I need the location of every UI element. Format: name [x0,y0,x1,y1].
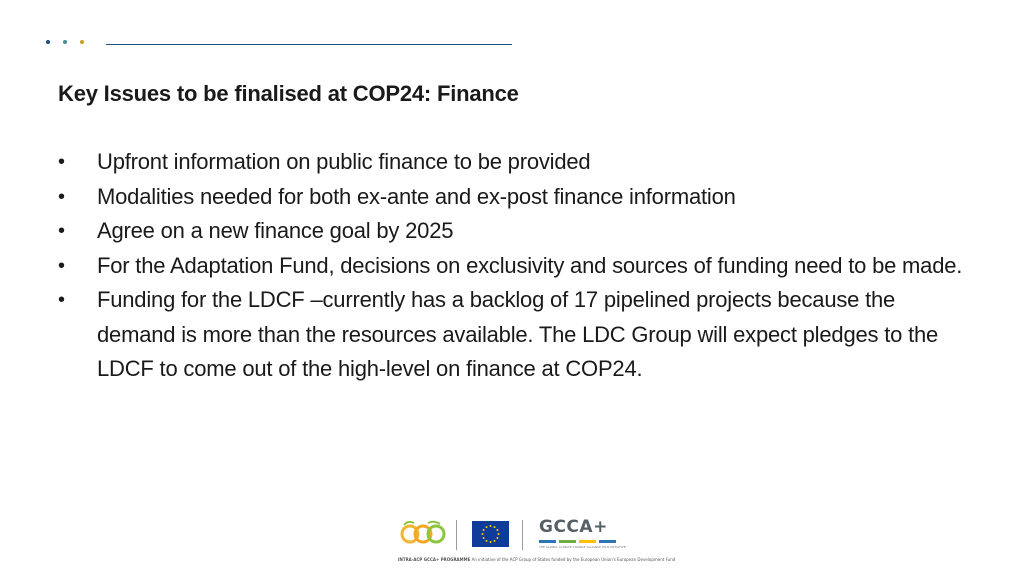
bullet-item [58,249,963,284]
bullet-item [58,145,963,180]
gcca-bar [599,540,616,543]
bullet-marker: • [58,185,65,208]
footer-separator [522,520,523,550]
gcca-bar [539,540,556,543]
footer-note [398,557,675,562]
bullet-marker: • [58,220,65,242]
acp-logo [398,519,448,549]
gcca-bar [559,540,576,543]
gcca-logo-text: GCCA+ [539,517,608,537]
gcca-tagline: THE GLOBAL CLIMATE CHANGE ALLIANCE PLUS INITIATIVE [539,545,626,549]
gcca-logo [537,517,626,549]
decorative-dot [63,40,67,44]
bullet-item [58,283,963,387]
footer-logos [398,517,676,567]
bullet-item [58,214,963,249]
bullet-text: Funding for the LDCF –currently has a backlog of 17 pipelined projects because the demand is more than the resources available. The LDC Group will expect pledges to the LDCF to come out of the high-level on finance at COP24. [97,287,939,381]
footer-note-text: An initiative of the ACP Group of States funded by the European Union's European Development Fund [470,557,676,562]
bullet-text: Agree on a new finance goal by 2025 [97,218,454,243]
bullet-text: For the Adaptation Fund, decisions on exclusivity and sources of funding need to be made. [97,252,963,278]
slide-title: Key Issues to be finalised at COP24: Finance [58,81,519,106]
bullet-list [58,145,963,387]
decorative-dot [46,40,50,44]
decorative-dot [80,40,84,44]
eu-flag-icon [472,521,509,547]
footer-separator [456,520,457,550]
bullet-item [58,180,963,215]
gcca-color-bars [539,540,616,543]
bullet-marker: • [58,289,65,311]
footer-note-programme: INTRA-ACP GCCA+ PROGRAMME [398,557,471,562]
decorative-dots [46,40,84,44]
bullet-marker: • [58,151,65,173]
bullet-text: Upfront information on public finance to be provided [97,149,591,174]
gcca-bar [579,540,596,543]
header-rule [106,44,512,45]
bullet-text: Modalities needed for both ex-ante and ex-post finance information [97,183,736,209]
bullet-marker: • [58,254,65,277]
